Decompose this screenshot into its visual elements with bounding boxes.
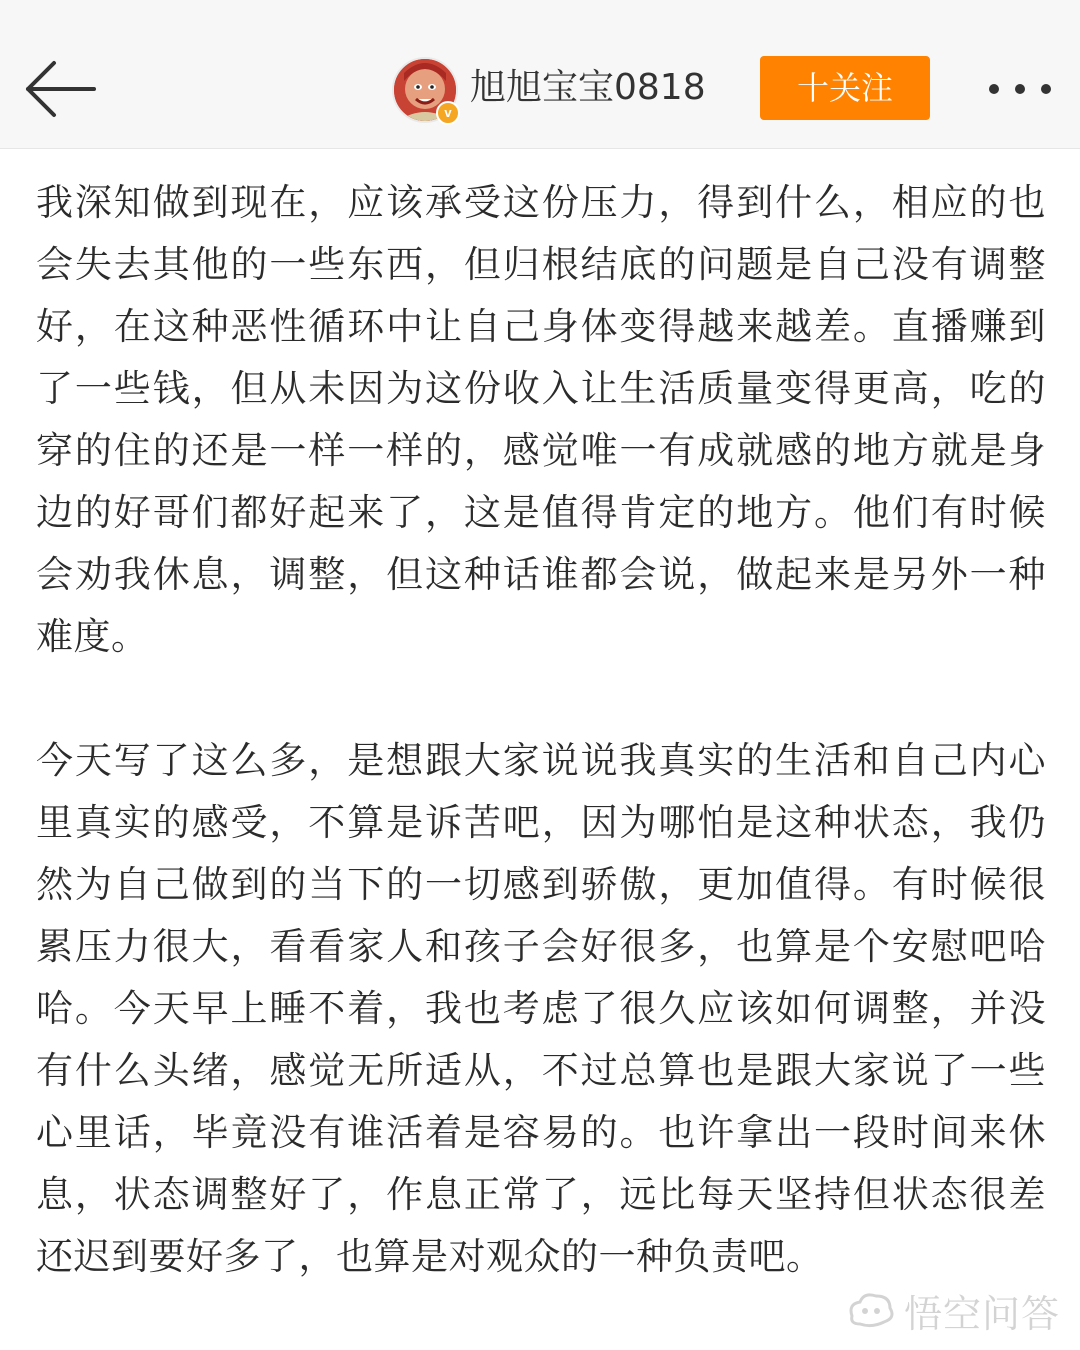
follow-button[interactable]: 十关注	[760, 56, 930, 120]
verified-badge-icon: v	[436, 101, 460, 125]
post-paragraph: 今天写了这么多，是想跟大家说说我真实的生活和自己内心里真实的感受，不算是诉苦吧，因为哪怕是这种状态，我仍然为自己做到的当下的一切感到骄傲，更加值得。有时候很累压力很大，看看家人和孩子会好很多，也算是个安慰吧哈哈。今天早上睡不着，我也考虑了很久应该如何调整，并没有什么头绪，感觉无所适从，不过总算也是跟大家说了一些心里话，毕竟没有谁活着是容易的。也许拿出一段时间来休息，状态调整好了，作息正常了，远比每天坚持但状态很差还迟到要好多了，也算是对观众的一种负责吧。	[36, 739, 1046, 1278]
watermark-text: 悟空问答	[903, 1291, 1060, 1336]
post-body	[36, 172, 1046, 1288]
more-dots-icon	[982, 78, 1062, 100]
arrow-left-icon	[22, 56, 98, 122]
back-button[interactable]	[22, 56, 98, 122]
post-paragraph: 我深知做到现在，应该承受这份压力，得到什么，相应的也会失去其他的一些东西，但归根结底的问题是自己没有调整好，在这种恶性循环中让自己身体变得越来越差。直播赚到了一些钱，但从未因为这份收入让生活质量变得更高，吃的穿的住的还是一样一样的，感觉唯一有成就感的地方就是身边的好哥们都好起来了，这是值得肯定的地方。他们有时候会劝我休息，调整，但这种话谁都会说，做起来是另外一种难度。	[36, 181, 1046, 658]
user-avatar[interactable]	[392, 57, 458, 123]
top-navigation-bar	[0, 0, 1080, 149]
wukong-logo-icon	[846, 1290, 896, 1330]
watermark	[846, 1286, 1060, 1334]
username[interactable]: 旭旭宝宝0818	[470, 67, 706, 108]
more-options-button[interactable]	[982, 78, 1062, 100]
